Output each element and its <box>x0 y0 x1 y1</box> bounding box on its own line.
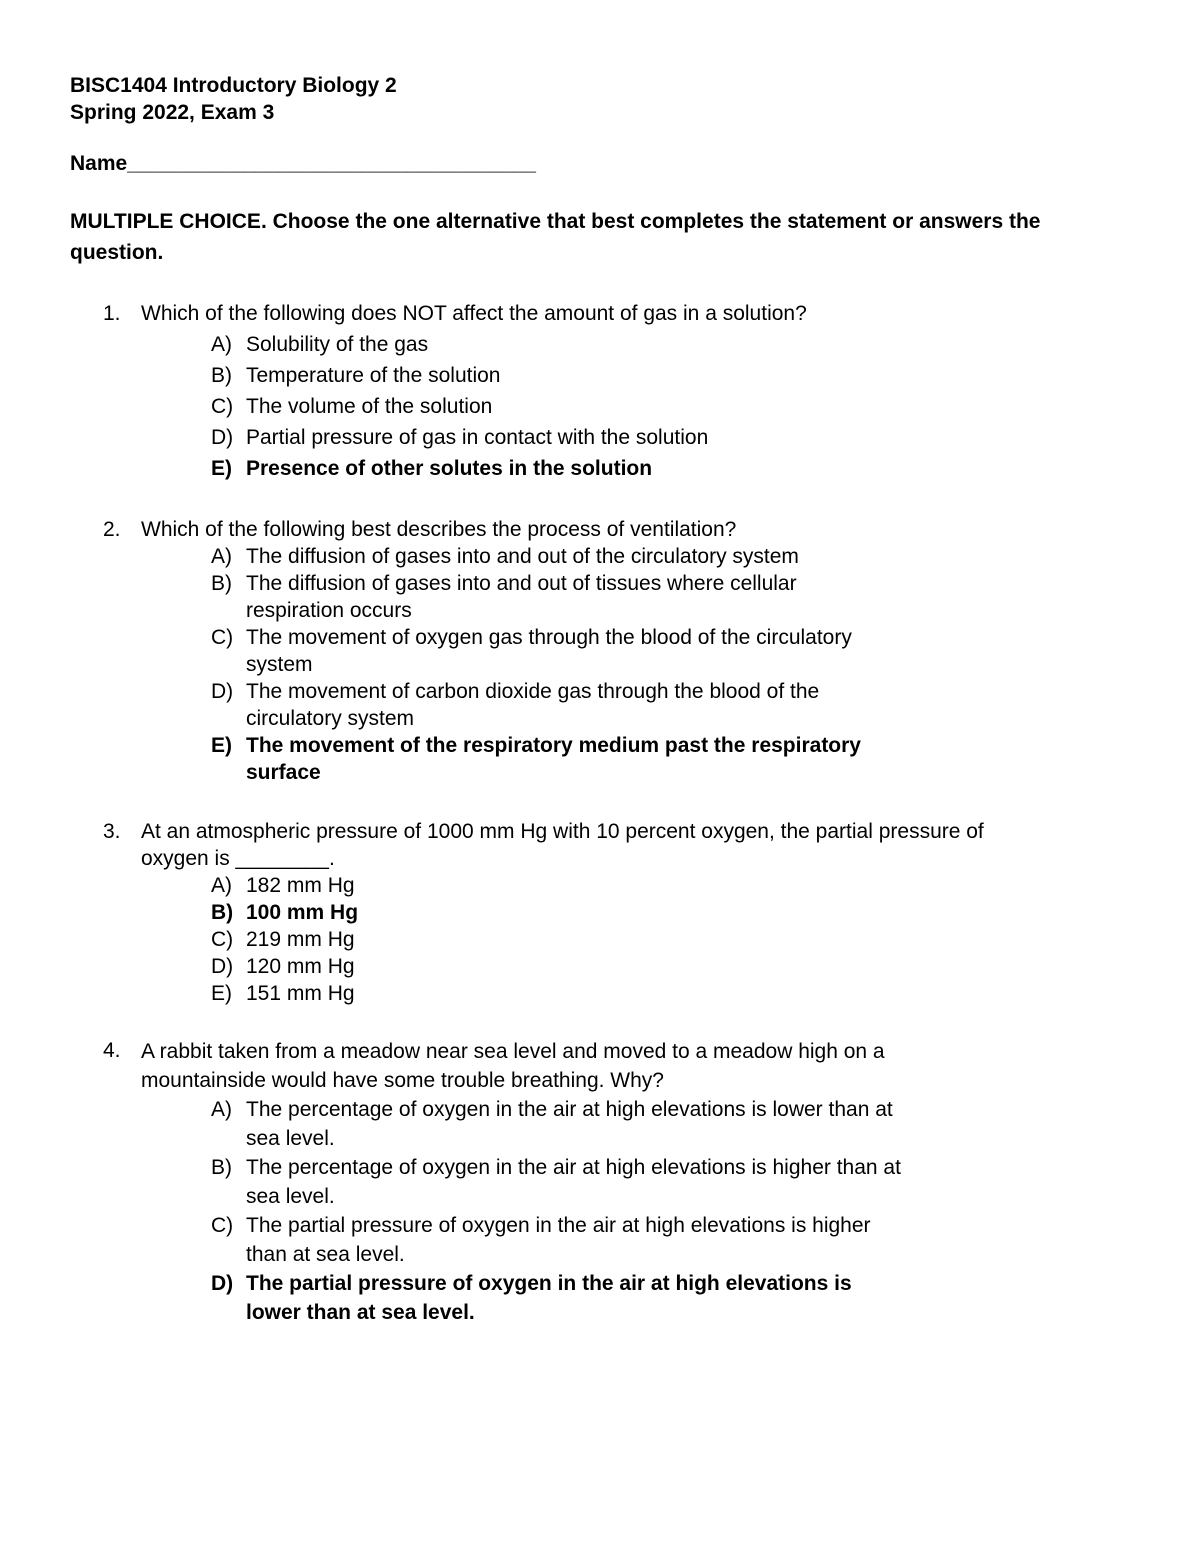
option-text-line: The movement of carbon dioxide gas through the blood of the <box>246 680 820 703</box>
option-text: 219 mm Hg <box>246 928 355 951</box>
option-c <box>211 624 852 678</box>
name-field[interactable] <box>70 150 536 177</box>
option-d <box>211 424 708 451</box>
question-number: 3. <box>103 820 121 843</box>
option-b <box>211 570 797 624</box>
option-letter: B) <box>211 572 232 595</box>
option-text <box>246 624 852 678</box>
option-e-correct <box>211 732 861 786</box>
option-text-line: The percentage of oxygen in the air at high elevations is higher than at <box>246 1156 901 1179</box>
option-text: The volume of the solution <box>246 395 493 418</box>
option-letter: D) <box>211 680 234 703</box>
option-c <box>211 926 355 953</box>
option-a <box>211 872 355 899</box>
option-text-line: The movement of the respiratory medium past the respiratory <box>246 734 861 757</box>
option-letter: C) <box>211 626 234 649</box>
question-stem-line: mountainside would have some trouble breathing. Why? <box>141 1069 664 1092</box>
option-text: 151 mm Hg <box>246 982 355 1005</box>
option-text-line: The partial pressure of oxygen in the air at high elevations is <box>246 1272 852 1295</box>
option-a <box>211 543 799 570</box>
option-letter: D) <box>211 955 234 978</box>
option-text: Partial pressure of gas in contact with the solution <box>246 426 709 449</box>
option-text: Presence of other solutes in the solution <box>246 457 653 480</box>
option-letter: A) <box>211 1098 232 1121</box>
option-text-line: circulatory system <box>246 707 415 730</box>
option-d <box>211 678 819 732</box>
option-text-line: sea level. <box>246 1127 335 1150</box>
option-text: Solubility of the gas <box>246 333 429 356</box>
option-text <box>246 732 861 786</box>
question-number: 4. <box>103 1039 121 1062</box>
option-text <box>246 678 819 732</box>
option-letter: C) <box>211 928 234 951</box>
question-stem: Which of the following best describes the process of ventilation? <box>141 518 737 541</box>
option-text <box>246 1211 871 1269</box>
option-letter: A) <box>211 333 232 356</box>
option-text <box>246 1269 852 1327</box>
exam-term: Spring 2022, Exam 3 <box>70 101 275 124</box>
question-stem-line: At an atmospheric pressure of 1000 mm Hg with 10 percent oxygen, the partial pressure of <box>141 820 984 843</box>
option-letter: B) <box>211 1156 232 1179</box>
option-a <box>211 331 428 358</box>
question-number: 2. <box>103 518 121 541</box>
option-letter: E) <box>211 457 232 480</box>
option-text: Temperature of the solution <box>246 364 501 387</box>
option-d <box>211 953 355 980</box>
option-text: 120 mm Hg <box>246 955 355 978</box>
question-stem: Which of the following does NOT affect the amount of gas in a solution? <box>141 302 807 325</box>
question-stem-line: A rabbit taken from a meadow near sea level and moved to a meadow high on a <box>141 1040 885 1063</box>
option-text: 182 mm Hg <box>246 874 355 897</box>
option-letter: D) <box>211 426 234 449</box>
option-b <box>211 1153 901 1211</box>
option-text: 100 mm Hg <box>246 901 359 924</box>
option-c <box>211 393 492 420</box>
option-text-line: The percentage of oxygen in the air at high elevations is lower than at <box>246 1098 893 1121</box>
option-b-correct <box>211 899 358 926</box>
question-stem <box>141 1037 1101 1095</box>
option-text-line: The diffusion of gases into and out of tissues where cellular <box>246 572 797 595</box>
option-letter: A) <box>211 874 232 897</box>
option-letter: E) <box>211 982 232 1005</box>
question-number: 1. <box>103 302 121 325</box>
name-label: Name <box>70 152 128 175</box>
option-e <box>211 980 355 1007</box>
option-text <box>246 570 797 624</box>
option-d-correct <box>211 1269 852 1327</box>
option-text-line: surface <box>246 761 321 784</box>
option-text <box>246 1095 893 1153</box>
option-text-line: than at sea level. <box>246 1243 405 1266</box>
course-title: BISC1404 Introductory Biology 2 <box>70 74 397 97</box>
option-a <box>211 1095 893 1153</box>
option-text <box>246 1153 901 1211</box>
option-letter: E) <box>211 734 232 757</box>
option-letter: B) <box>211 364 232 387</box>
option-text-line: sea level. <box>246 1185 335 1208</box>
option-text: The diffusion of gases into and out of the circulatory system <box>246 545 799 568</box>
instructions: MULTIPLE CHOICE. Choose the one alternative that best completes the statement or answers the question. <box>70 210 1041 264</box>
option-letter: D) <box>211 1272 234 1295</box>
option-letter: C) <box>211 1214 234 1237</box>
option-text-line: The movement of oxygen gas through the blood of the circulatory <box>246 626 852 649</box>
question-stem <box>141 818 1101 872</box>
option-c <box>211 1211 871 1269</box>
option-letter: C) <box>211 395 234 418</box>
option-text-line: system <box>246 653 313 676</box>
option-b <box>211 362 500 389</box>
option-letter: B) <box>211 901 234 924</box>
question-stem-line: oxygen is ________. <box>141 847 335 870</box>
option-text-line: lower than at sea level. <box>246 1301 475 1324</box>
option-letter: A) <box>211 545 232 568</box>
option-text-line: respiration occurs <box>246 599 412 622</box>
option-e-correct <box>211 455 652 482</box>
name-blank[interactable]: ___________________________________ <box>127 152 536 175</box>
option-text-line: The partial pressure of oxygen in the air at high elevations is higher <box>246 1214 871 1237</box>
